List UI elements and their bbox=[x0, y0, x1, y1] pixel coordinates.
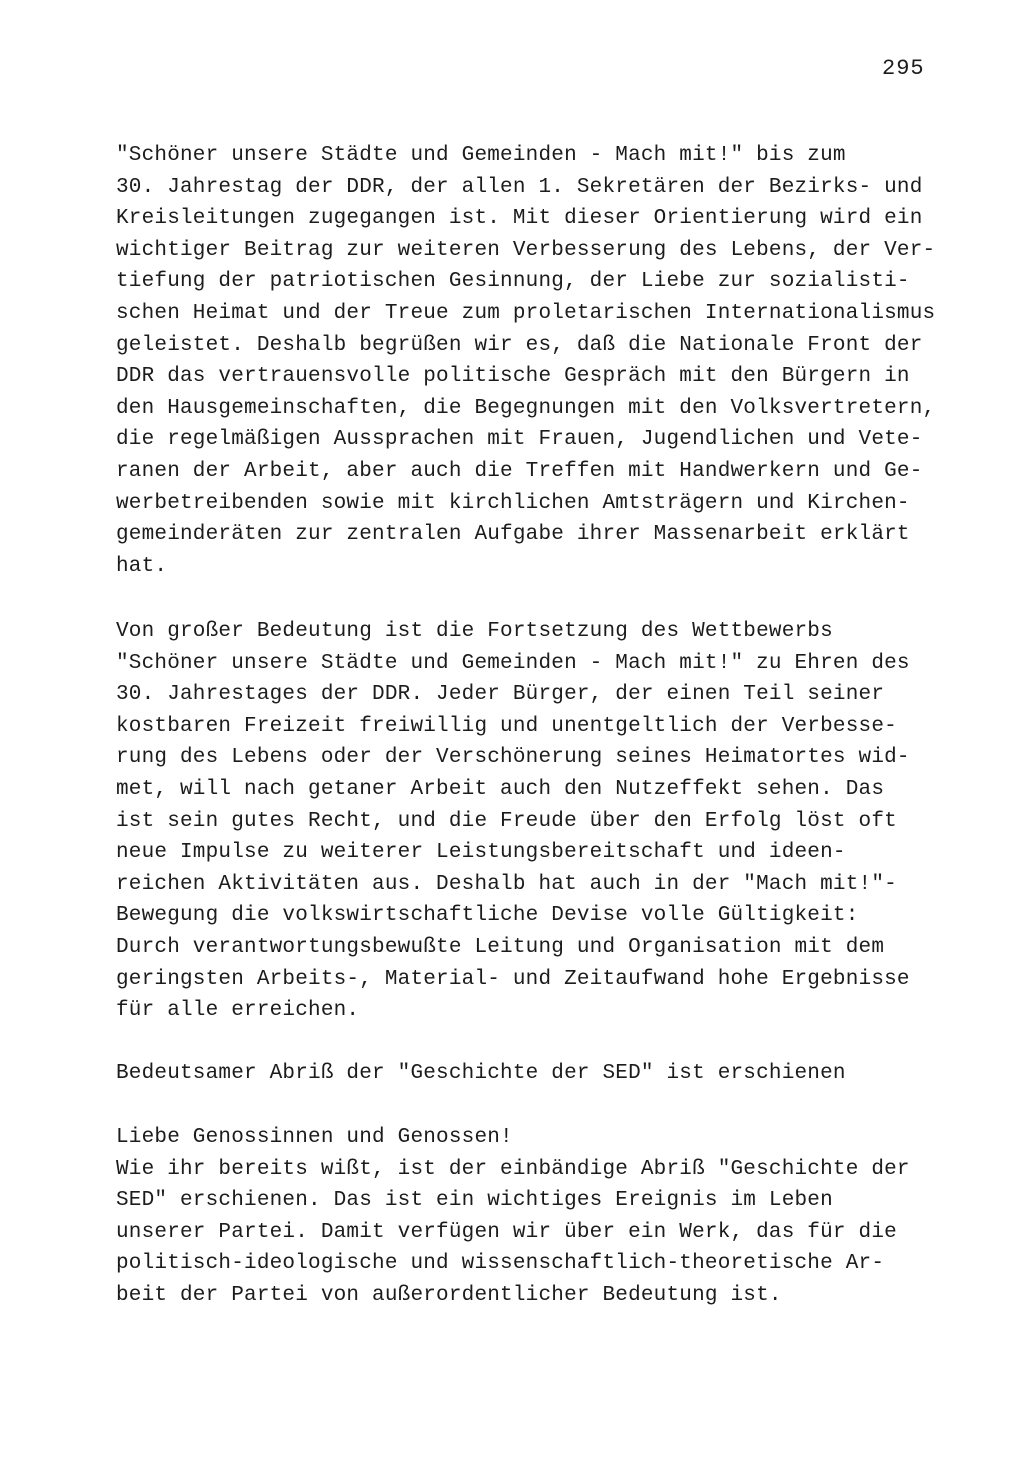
text-line: schen Heimat und der Treue zum proletarischen Internationalismus bbox=[116, 301, 936, 325]
text-line: Durch verantwortungsbewußte Leitung und Organisation mit dem bbox=[116, 935, 885, 959]
text-line: tiefung der patriotischen Gesinnung, der Liebe zur sozialisti- bbox=[116, 270, 910, 294]
text-line: ist sein gutes Recht, und die Freude über den Erfolg löst oft bbox=[116, 809, 897, 833]
text-line: SED" erschienen. Das ist ein wichtiges Ereignis im Leben bbox=[116, 1189, 833, 1213]
text-line: unserer Partei. Damit verfügen wir über ein Werk, das für die bbox=[116, 1220, 897, 1244]
text-line: politisch-ideologische und wissenschaftlich-theoretische Ar- bbox=[116, 1252, 885, 1276]
text-line: Bewegung die volkswirtschaftliche Devise volle Gültigkeit: bbox=[116, 904, 859, 928]
text-line: Kreisleitungen zugegangen ist. Mit dieser Orientierung wird ein bbox=[116, 207, 923, 231]
text-line: geleistet. Deshalb begrüßen wir es, daß die Nationale Front der bbox=[116, 333, 923, 357]
text-line: rung des Lebens oder der Verschönerung seines Heimatortes wid- bbox=[116, 746, 910, 770]
text-line: Wie ihr bereits wißt, ist der einbändige Abriß "Geschichte der bbox=[116, 1157, 910, 1181]
text-line: geringsten Arbeits-, Material- und Zeitaufwand hohe Ergebnisse bbox=[116, 967, 910, 991]
text-line: Von großer Bedeutung ist die Fortsetzung des Wettbewerbs bbox=[116, 620, 833, 643]
paragraph-1 bbox=[116, 140, 946, 582]
text-line: kostbaren Freizeit freiwillig und unentgeltlich der Verbesse- bbox=[116, 714, 897, 738]
text-line: gemeinderäten zur zentralen Aufgabe ihrer Massenarbeit erklärt bbox=[116, 523, 910, 547]
text-line: 30. Jahrestages der DDR. Jeder Bürger, der einen Teil seiner bbox=[116, 683, 885, 707]
page-number: 295 bbox=[882, 56, 925, 81]
paragraph-2 bbox=[116, 616, 946, 1027]
text-line: wichtiger Beitrag zur weiteren Verbesserung des Lebens, der Ver- bbox=[116, 238, 936, 262]
text-line: reichen Aktivitäten aus. Deshalb hat auch in der "Mach mit!"- bbox=[116, 872, 897, 896]
paragraph-3 bbox=[116, 1122, 946, 1312]
section-heading bbox=[116, 1058, 946, 1090]
text-line: "Schöner unsere Städte und Gemeinden - Mach mit!" bis zum bbox=[116, 144, 846, 167]
section-heading-text: Bedeutsamer Abriß der "Geschichte der SED" ist erschienen bbox=[116, 1062, 846, 1085]
text-line: 30. Jahrestag der DDR, der allen 1. Sekretären der Bezirks- und bbox=[116, 175, 923, 199]
text-line: beit der Partei von außerordentlicher Bedeutung ist. bbox=[116, 1283, 782, 1307]
text-line: werbetreibenden sowie mit kirchlichen Amtsträgern und Kirchen- bbox=[116, 491, 910, 515]
text-line: Liebe Genossinnen und Genossen! bbox=[116, 1126, 513, 1149]
text-line: für alle erreichen. bbox=[116, 999, 360, 1023]
text-line: hat. bbox=[116, 554, 168, 578]
text-line: ranen der Arbeit, aber auch die Treffen mit Handwerkern und Ge- bbox=[116, 459, 923, 483]
text-line: die regelmäßigen Aussprachen mit Frauen, Jugendlichen und Vete- bbox=[116, 428, 923, 452]
text-line: neue Impulse zu weiterer Leistungsbereitschaft und ideen- bbox=[116, 841, 846, 865]
text-line: "Schöner unsere Städte und Gemeinden - Mach mit!" zu Ehren des bbox=[116, 651, 910, 675]
text-line: DDR das vertrauensvolle politische Gespräch mit den Bürgern in bbox=[116, 365, 910, 389]
text-line: met, will nach getaner Arbeit auch den Nutzeffekt sehen. Das bbox=[116, 777, 885, 801]
text-line: den Hausgemeinschaften, die Begegnungen mit den Volksvertretern, bbox=[116, 396, 936, 420]
